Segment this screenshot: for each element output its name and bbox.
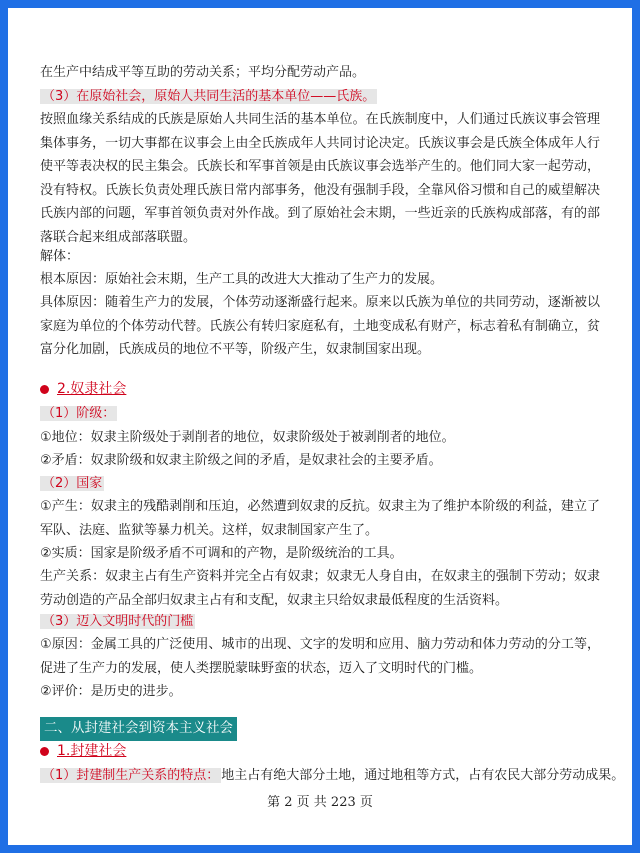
subsection-heading: [40, 610, 195, 634]
heading-text: （1）阶级：: [42, 406, 116, 421]
paragraph-origin: ①产生：奴隶主的残酷剥削和压迫，必然遭到奴隶的反抗。奴隶主为了维护本阶级的利益，建立了军队、法庭、监狱等暴力机关。这样，奴隶制国家产生了。: [40, 499, 600, 538]
text-line: ②矛盾：奴隶阶级和奴隶主阶级之间的矛盾，是奴隶社会的主要矛盾。: [40, 453, 442, 468]
section-label: 2.奴隶社会: [57, 381, 127, 397]
feudal-feature-line: [40, 764, 624, 788]
section-heading-slavery: [40, 378, 126, 402]
text-line: 根本原因：原始社会末期，生产工具的改进大大推动了生产力的发展。: [40, 272, 444, 287]
text-line: 在生产中结成平等互助的劳动关系；平均分配劳动产品。: [40, 65, 366, 80]
page-footer: 第 2 页 共 223 页: [267, 795, 373, 810]
heading-text: （3）在原始社会，原始人共同生活的基本单位——氏族。: [42, 89, 376, 104]
feudal-feature-text: 地主占有绝大部分土地，通过地租等方式，占有农民大部分劳动成果。: [221, 768, 625, 783]
text-line: ②评价：是历史的进步。: [40, 684, 182, 699]
paragraph-relations: 生产关系：奴隶主占有生产资料并完全占有奴隶；奴隶无人身自由，在奴隶主的强制下劳动；奴隶劳动创造的产品全部归奴隶主占有和支配，奴隶主只给奴隶最低程度的生活资料。: [40, 569, 600, 608]
part-heading-text: 二、从封建社会到资本主义社会: [40, 717, 237, 741]
bullet-dot-icon: [40, 747, 49, 756]
section-label: 1.封建社会: [57, 743, 127, 759]
paragraph-concrete-reason: 具体原因：随着生产力的发展，个体劳动逐渐盛行起来。原来以氏族为单位的共同劳动，逐渐被以家庭为单位的个体劳动代替。氏族公有转归家庭私有，土地变成私有财产，标志着私有制确立，贫富分化加剧，氏族成员的地位不平等，阶级产生，奴隶制国家出现。: [40, 295, 600, 357]
heading-text: （3）迈入文明时代的门槛: [42, 614, 194, 629]
paragraph-clan: 按照血缘关系结成的氏族是原始人共同生活的基本单位。在氏族制度中，人们通过氏族议事会管理集体事务，一切大事都在议事会上由全氏族成年人共同讨论决定。氏族议事会是氏族全体成年人行使平等表决权的民主集会。氏族长和军事首领是由氏族议事会选举产生的。他们同大家一起劳动，没有特权。氏族长负责处理氏族日常内部事务，他没有强制手段，全靠风俗习惯和自己的威望解决氏族内部的问题，军事首领负责对外作战。到了原始社会末期，一些近亲的氏族构成部落，有的部落联合起来组成部落联盟。: [40, 112, 600, 245]
section-heading-feudal: [40, 740, 126, 764]
bullet-dot-icon: [40, 385, 49, 394]
subsection-heading: [40, 85, 377, 109]
text-line: 解体：: [40, 249, 80, 264]
text-line: ②实质：国家是阶级矛盾不可调和的产物，是阶级统治的工具。: [40, 546, 403, 561]
subsection-heading: [40, 402, 117, 426]
heading-text: （2）国家: [42, 476, 103, 491]
subsection-heading: [40, 472, 104, 496]
part-heading: [40, 717, 237, 741]
text-line: ①地位：奴隶主阶级处于剥削者的地位，奴隶阶级处于被剥削者的地位。: [40, 430, 455, 445]
paragraph-reason: ①原因：金属工具的广泛使用、城市的出现、文字的发明和应用、脑力劳动和体力劳动的分工等，促进了生产力的发展，使人类摆脱蒙昧野蛮的状态，迈入了文明时代的门槛。: [40, 637, 600, 676]
heading-text: （1）封建制生产关系的特点：: [42, 768, 220, 783]
